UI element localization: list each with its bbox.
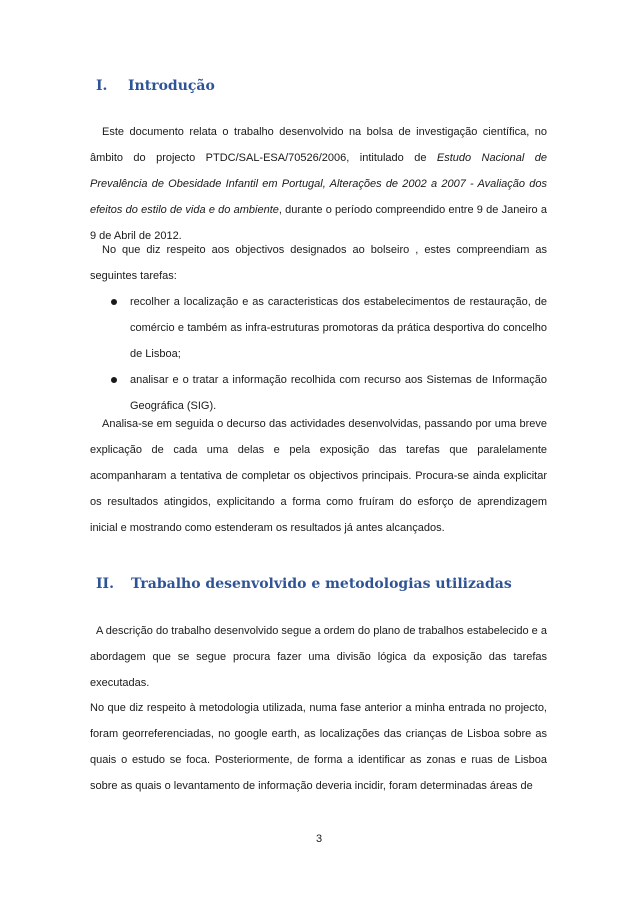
section-heading-trabalho (0, 576, 512, 592)
paragraph-work-description: A descrição do trabalho desenvolvido segue a ordem do plano de trabalhos estabelecido e a abordagem que se segue procura fazer uma divisão lógica da exposição das tarefas executadas. (90, 625, 547, 689)
list-item-text: analisar e o tratar a informação recolhida com recurso aos Sistemas de Informação Geográfica (SIG). (130, 374, 547, 412)
paragraph-methodology: No que diz respeito à metodologia utilizada, numa fase anterior a minha entrada no projecto, foram georreferenciadas, no google earth, as localizações das crianças de Lisboa sobre as quais o estudo se foca. Posteriormente, de forma a identificar as zonas e ruas de Lisboa sobre as quais o levantamento de informação deveria incidir, foram determinadas áreas de (90, 702, 547, 792)
paragraph-analysis: Analisa-se em seguida o decurso das actividades desenvolvidas, passando por uma breve explicação de cada uma delas e pela exposição das tarefas que paralelamente acompanharam a tentativa de completar os objectivos principais. Procura-se ainda explicitar os resultados atingidos, explicitando a forma como fruíram do esforço de aprendizagem inicial e mostrando como estenderam os resultados já antes alcançados. (90, 418, 547, 534)
section-number: I. (96, 78, 108, 94)
paragraph-text: , durante o período compreendido entre 9 de Janeiro a 9 de Abril de 2012. (90, 204, 547, 242)
list-item (90, 289, 547, 367)
paragraph-objectives: No que diz respeito aos objectivos designados ao bolseiro , estes compreendiam as seguintes tarefas: (90, 244, 547, 282)
paragraph-text: Este documento relata o trabalho desenvolvido na bolsa de investigação científica, no âmbito do projecto PTDC/SAL-ESA/70526/2006, intitulado de (90, 126, 547, 164)
paragraph-intro (90, 119, 547, 249)
project-title-italic: Estudo Nacional de Prevalência de Obesidade Infantil em Portugal, Alterações de 2002 a 2007 - Avaliação dos efeitos do estilo de vida e do ambiente (90, 152, 547, 216)
bullet-icon (111, 377, 117, 383)
section-number: II. (96, 576, 114, 592)
section-heading-introducao (0, 78, 215, 94)
section-title: Trabalho desenvolvido e metodologias utilizadas (131, 576, 512, 592)
bullet-icon (111, 299, 117, 305)
section-title: Introdução (128, 78, 215, 94)
task-list (90, 289, 547, 419)
page-number: 3 (315, 833, 323, 845)
list-item-text: recolher a localização e as caracteristicas dos estabelecimentos de restauração, de comércio e também as infra-estruturas promotoras da prática desportiva do concelho de Lisboa; (130, 296, 547, 360)
